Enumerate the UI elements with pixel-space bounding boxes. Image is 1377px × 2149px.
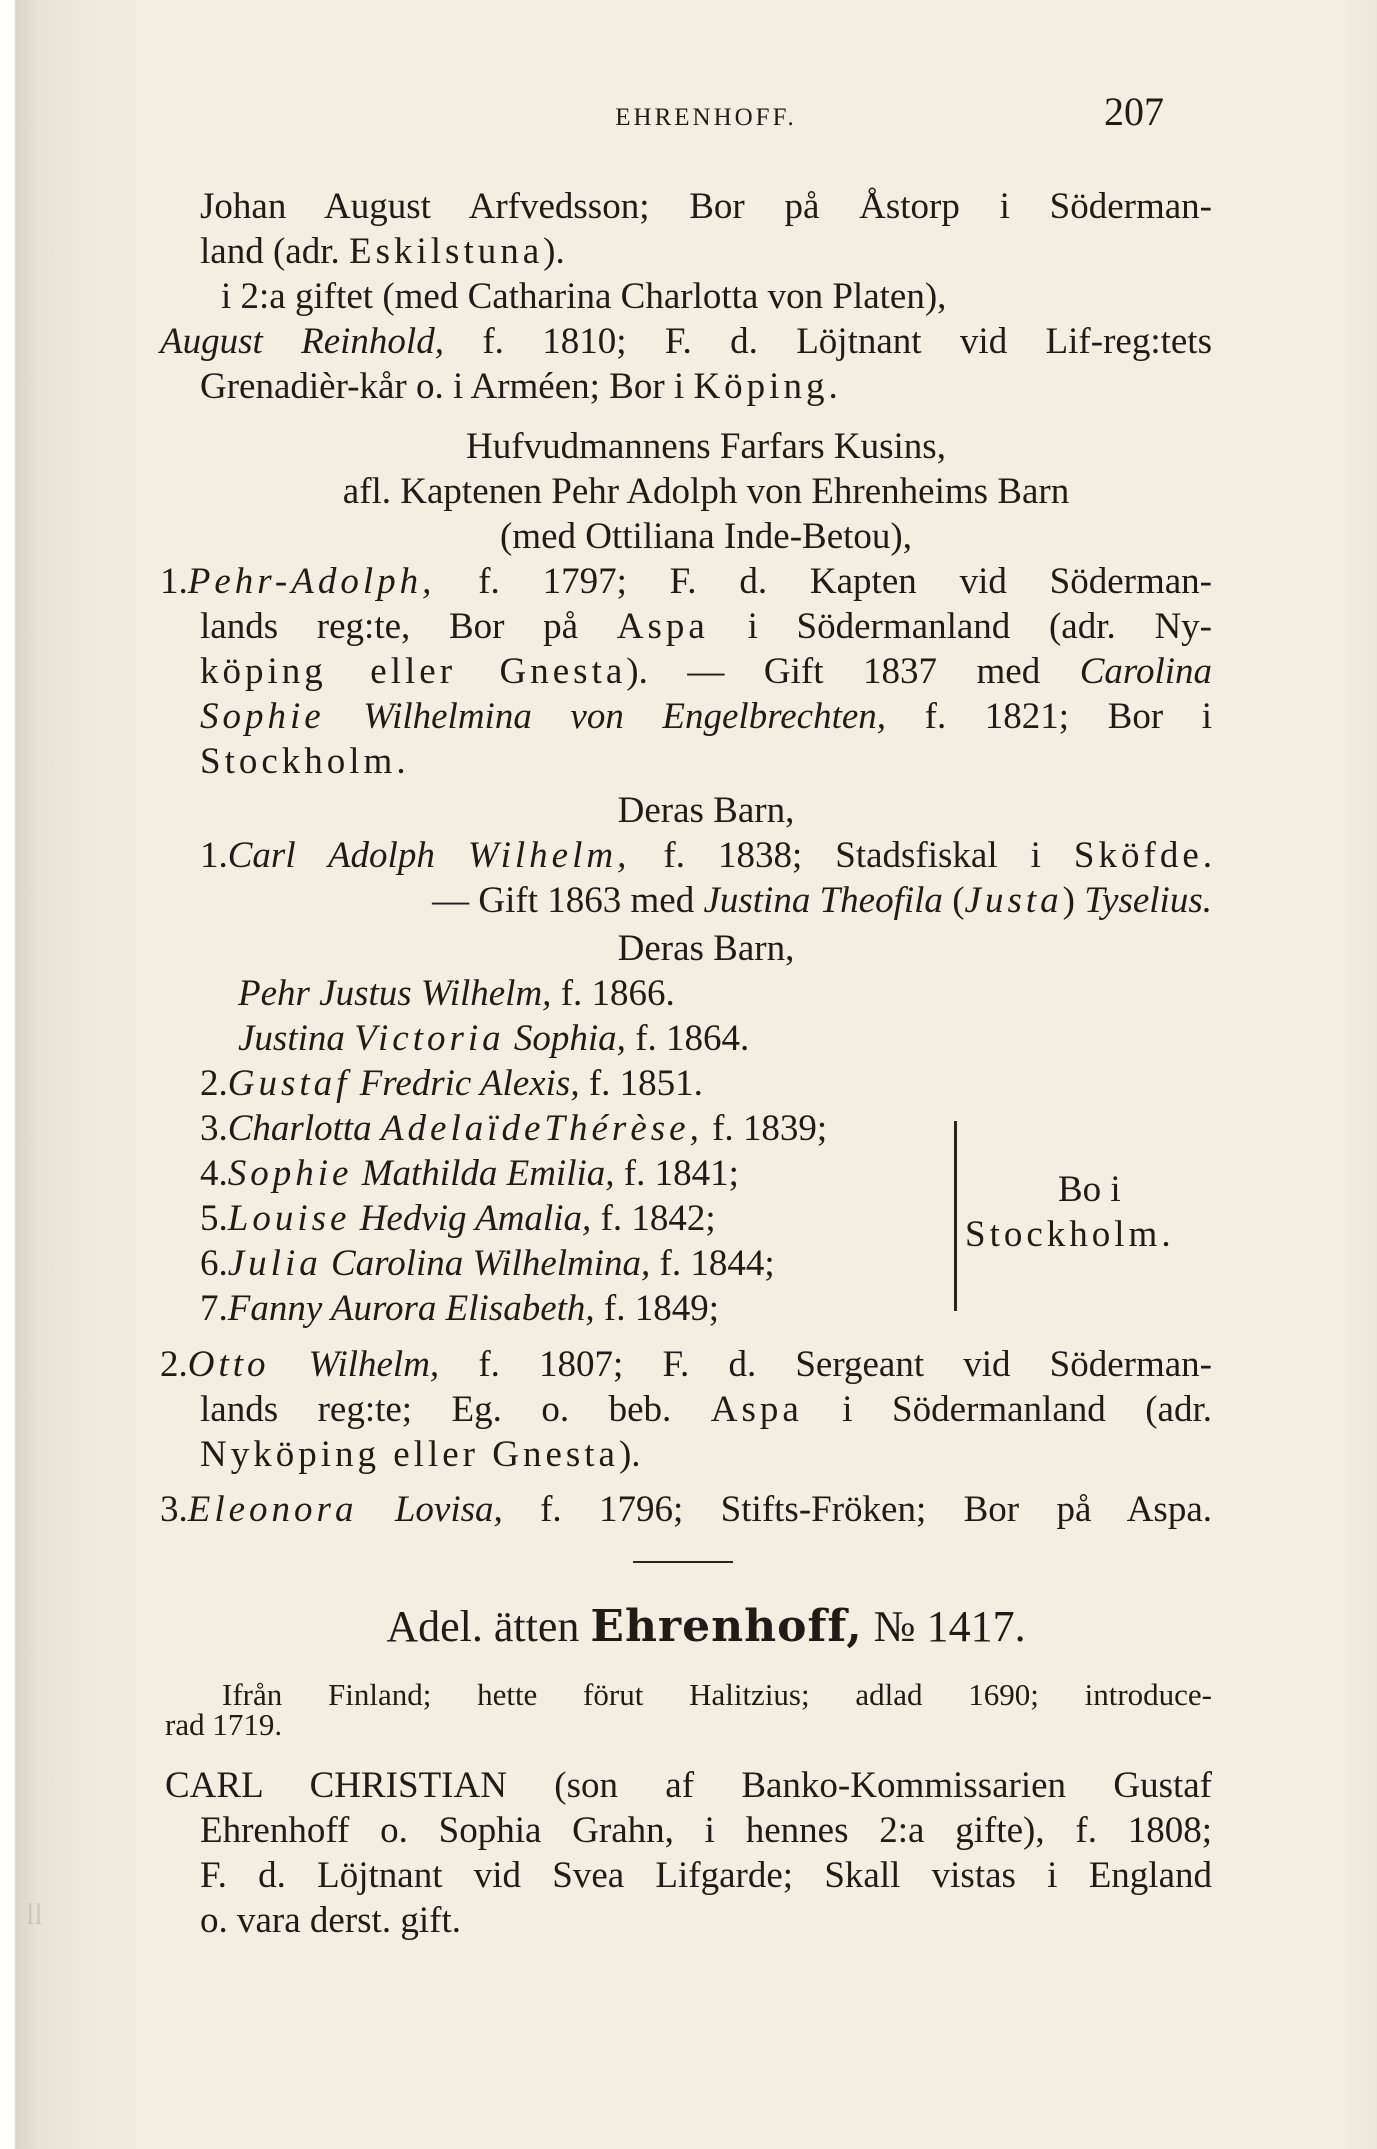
running-head: EHRENHOFF. [615,104,797,131]
text-line: (med Ottiliana Inde-Betou), [499,516,912,557]
text-line: afl. Kaptenen Pehr Adolph von Ehrenheims Barn [342,471,1070,512]
text-line: Grenadièr-kår o. i Arméen; Bor i Köping. [200,366,838,407]
brace [940,1121,957,1311]
text-line: Stockholm. [200,741,410,782]
text-line: Deras Barn, [617,928,795,969]
text-line: lands reg:te; Eg. o. beb. Aspa i Södermanland (adr. [200,1389,1212,1430]
section-divider [633,1561,733,1563]
text-line: Pehr Justus Wilhelm, f. 1866. [238,973,675,1014]
text-line: 7.Fanny Aurora Elisabeth, f. 1849; [200,1288,720,1329]
text-line: 6.Julia Carolina Wilhelmina, f. 1844; [200,1243,775,1284]
text-line: August Reinhold, f. 1810; F. d. Löjtnant vid Lif-reg:tets [160,321,1212,362]
text-line: köping eller Gnesta). — Gift 1837 med Carolina [200,651,1212,692]
text-line: 1.Pehr-Adolph, f. 1797; F. d. Kapten vid Söderman- [160,561,1212,602]
text-line: F. d. Löjtnant vid Svea Lifgarde; Skall vistas i England [200,1855,1212,1896]
intro-line: Ifrån Finland; hette förut Halitzius; adlad 1690; introduce- [222,1677,1212,1712]
text-line: Deras Barn, [617,790,795,831]
margin-mark: ll [26,1898,43,1931]
section-title: Adel. ätten Ehrenhoff, № 1417. [386,1601,1026,1652]
text-line: 5.Louise Hedvig Amalia, f. 1842; [200,1198,716,1239]
text-line: Hufvudmannens Farfars Kusins, [466,426,946,467]
text-line: i 2:a giftet (med Catharina Charlotta von Platen), [221,276,947,317]
text-line: CARL CHRISTIAN (son af Banko-Kommissarien Gustaf [165,1765,1212,1806]
text-line: 3.Eleonora Lovisa, f. 1796; Stifts-Fröken; Bor på Aspa. [160,1489,1212,1530]
text-line: Nyköping eller Gnesta). [200,1434,641,1475]
brace-label: Stockholm. [965,1214,1175,1255]
text-line: Johan August Arfvedsson; Bor på Åstorp i Söderman- [200,186,1212,227]
text-line: 4.Sophie Mathilda Emilia, f. 1841; [200,1153,739,1194]
text-line: Ehrenhoff o. Sophia Grahn, i hennes 2:a gifte), f. 1808; [200,1810,1212,1851]
text-line: 3.Charlotta AdelaïdeThérèse, f. 1839; [200,1108,828,1149]
brace-label: Bo i [1058,1169,1121,1210]
page-header [200,88,1212,138]
binding-gutter [0,0,145,2149]
text-line: o. vara derst. gift. [200,1900,461,1941]
page-edge [1337,0,1377,2149]
text-line: Sophie Wilhelmina von Engelbrechten, f. 1821; Bor i [200,696,1212,737]
text-line: Justina Victoria Sophia, f. 1864. [238,1018,750,1059]
text-line: land (adr. Eskilstuna). [200,231,565,272]
text-line: — Gift 1863 med Justina Theofila (Justa) Tyselius. [432,880,1212,921]
text-line: 1.Carl Adolph Wilhelm, f. 1838; Stadsfiskal i Sköfde. [200,835,1212,876]
page-number: 207 [1104,89,1164,134]
intro-line: rad 1719. [165,1707,283,1742]
text-line: 2.Otto Wilhelm, f. 1807; F. d. Sergeant vid Söderman- [160,1344,1212,1385]
text-line: 2.Gustaf Fredric Alexis, f. 1851. [200,1063,703,1104]
text-line: lands reg:te, Bor på Aspa i Södermanland (adr. Ny- [200,606,1212,647]
